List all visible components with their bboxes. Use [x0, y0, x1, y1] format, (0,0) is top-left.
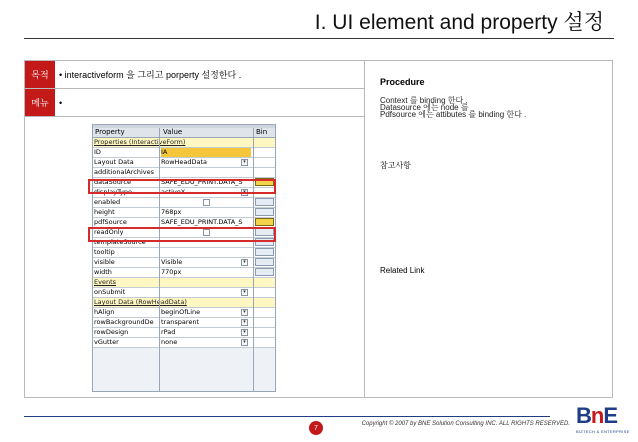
notes-heading: 참고사항: [380, 161, 411, 170]
grid-property-row[interactable]: [93, 308, 275, 318]
column-header-value[interactable]: Value: [163, 128, 183, 136]
chevron-down-icon[interactable]: ▾: [241, 159, 248, 166]
binding-button[interactable]: [255, 198, 274, 206]
property-name: displayType: [94, 188, 133, 196]
grid-property-row[interactable]: [93, 288, 275, 298]
grid-column-divider: [253, 128, 254, 391]
property-name: readOnly: [94, 228, 124, 236]
menu-label: 메뉴: [25, 89, 55, 116]
property-name: Layout Data (RowHeadData): [94, 298, 187, 306]
page-number: 7: [309, 421, 323, 435]
property-value[interactable]: activeX: [161, 188, 186, 196]
binding-button[interactable]: [255, 248, 274, 256]
grid-property-row[interactable]: [93, 328, 275, 338]
column-header-binding[interactable]: Bin: [256, 128, 268, 136]
grid-property-row[interactable]: [93, 338, 275, 348]
property-name: hAlign: [94, 308, 115, 316]
chevron-down-icon[interactable]: ▾: [241, 289, 248, 296]
property-grid: [92, 124, 276, 392]
chevron-down-icon[interactable]: ▾: [241, 259, 248, 266]
property-value[interactable]: RowHeadData: [161, 158, 208, 166]
grid-property-row[interactable]: [93, 258, 275, 268]
binding-button[interactable]: [255, 268, 274, 276]
property-name: height: [94, 208, 115, 216]
column-header-property[interactable]: Property: [95, 128, 125, 136]
property-name: tooltip: [94, 248, 115, 256]
menu-value: •: [59, 97, 63, 108]
menu-row: [25, 89, 364, 117]
grid-property-row[interactable]: [93, 148, 275, 158]
procedure-line: Context 를 binding 한다 .: [380, 96, 468, 105]
grid-property-row[interactable]: [93, 268, 275, 278]
chevron-down-icon[interactable]: ▾: [241, 189, 248, 196]
grid-property-row[interactable]: [93, 318, 275, 328]
purpose-value: • interactiveform 을 그리고 porperty 설정한다 .: [59, 70, 242, 80]
binding-button[interactable]: [255, 208, 274, 216]
grid-property-row[interactable]: [93, 168, 275, 178]
logo-mark: BnE: [576, 403, 618, 428]
property-value[interactable]: rPad: [161, 328, 176, 336]
grid-column-divider: [159, 128, 160, 391]
property-name: width: [94, 268, 112, 276]
purpose-row: [25, 61, 364, 89]
property-name: templateSource: [94, 238, 146, 246]
property-value[interactable]: IA: [161, 148, 251, 157]
footer-divider: [24, 416, 550, 417]
property-name: rowBackgroundDe: [94, 318, 154, 326]
purpose-label: 목적: [25, 61, 55, 88]
property-value[interactable]: SAFE_EDU_PRINT.DATA_S: [161, 218, 243, 226]
procedure-line: Pdfsource 에는 attibutes 를 binding 한다 .: [380, 110, 527, 119]
datasource-highlight-box: [88, 179, 276, 194]
property-name: Events: [94, 278, 117, 286]
property-value[interactable]: beginOfLine: [161, 308, 201, 316]
property-name: pdfSource: [94, 218, 127, 226]
grid-header: [93, 128, 275, 138]
pdfsource-highlight-box: [88, 227, 276, 242]
binding-pencil-icon[interactable]: [255, 218, 274, 226]
property-name: additionalArchives: [94, 168, 154, 176]
property-value[interactable]: 770px: [161, 268, 182, 276]
company-logo: [576, 403, 630, 437]
grid-section-row[interactable]: [93, 138, 275, 148]
grid-section-row[interactable]: [93, 278, 275, 288]
chevron-down-icon[interactable]: ▾: [241, 309, 248, 316]
property-name: vGutter: [94, 338, 119, 346]
related-link-heading: Related Link: [380, 266, 425, 275]
property-value[interactable]: SAFE_EDU_PRINT.DATA_S: [161, 178, 243, 186]
property-value[interactable]: none: [161, 338, 178, 346]
property-value[interactable]: 768px: [161, 208, 182, 216]
page-title: I. UI element and property 설정: [314, 11, 604, 34]
property-name: enabled: [94, 198, 121, 206]
chevron-down-icon[interactable]: ▾: [241, 339, 248, 346]
property-name: Properties (InteractiveForm): [94, 138, 186, 146]
copyright-text: Copyright © 2007 by BNE Solution Consulting INC. ALL RIGHTS RESERVED.: [361, 421, 570, 427]
grid-property-row[interactable]: [93, 208, 275, 218]
property-name: Layout Data: [94, 158, 134, 166]
procedure-line: Datasource 에는 node 를: [380, 103, 469, 112]
grid-section-row[interactable]: [93, 298, 275, 308]
property-name: ID: [94, 148, 101, 156]
chevron-down-icon[interactable]: ▾: [241, 329, 248, 336]
property-value[interactable]: transparent: [161, 318, 200, 326]
property-name: visible: [94, 258, 115, 266]
grid-property-row[interactable]: [93, 248, 275, 258]
property-name: rowDesign: [94, 328, 129, 336]
title-divider: [24, 38, 614, 39]
property-name: onSubmit: [94, 288, 126, 296]
procedure-heading: Procedure: [380, 77, 425, 87]
binding-button[interactable]: [255, 258, 274, 266]
grid-property-row[interactable]: [93, 158, 275, 168]
grid-property-row[interactable]: [93, 198, 275, 208]
checkbox[interactable]: [203, 199, 210, 206]
chevron-down-icon[interactable]: ▾: [241, 319, 248, 326]
logo-subtitle: BIZTECH & ENTERPRISE: [576, 429, 630, 434]
property-name: dataSource: [94, 178, 131, 186]
property-value[interactable]: Visible: [161, 258, 183, 266]
